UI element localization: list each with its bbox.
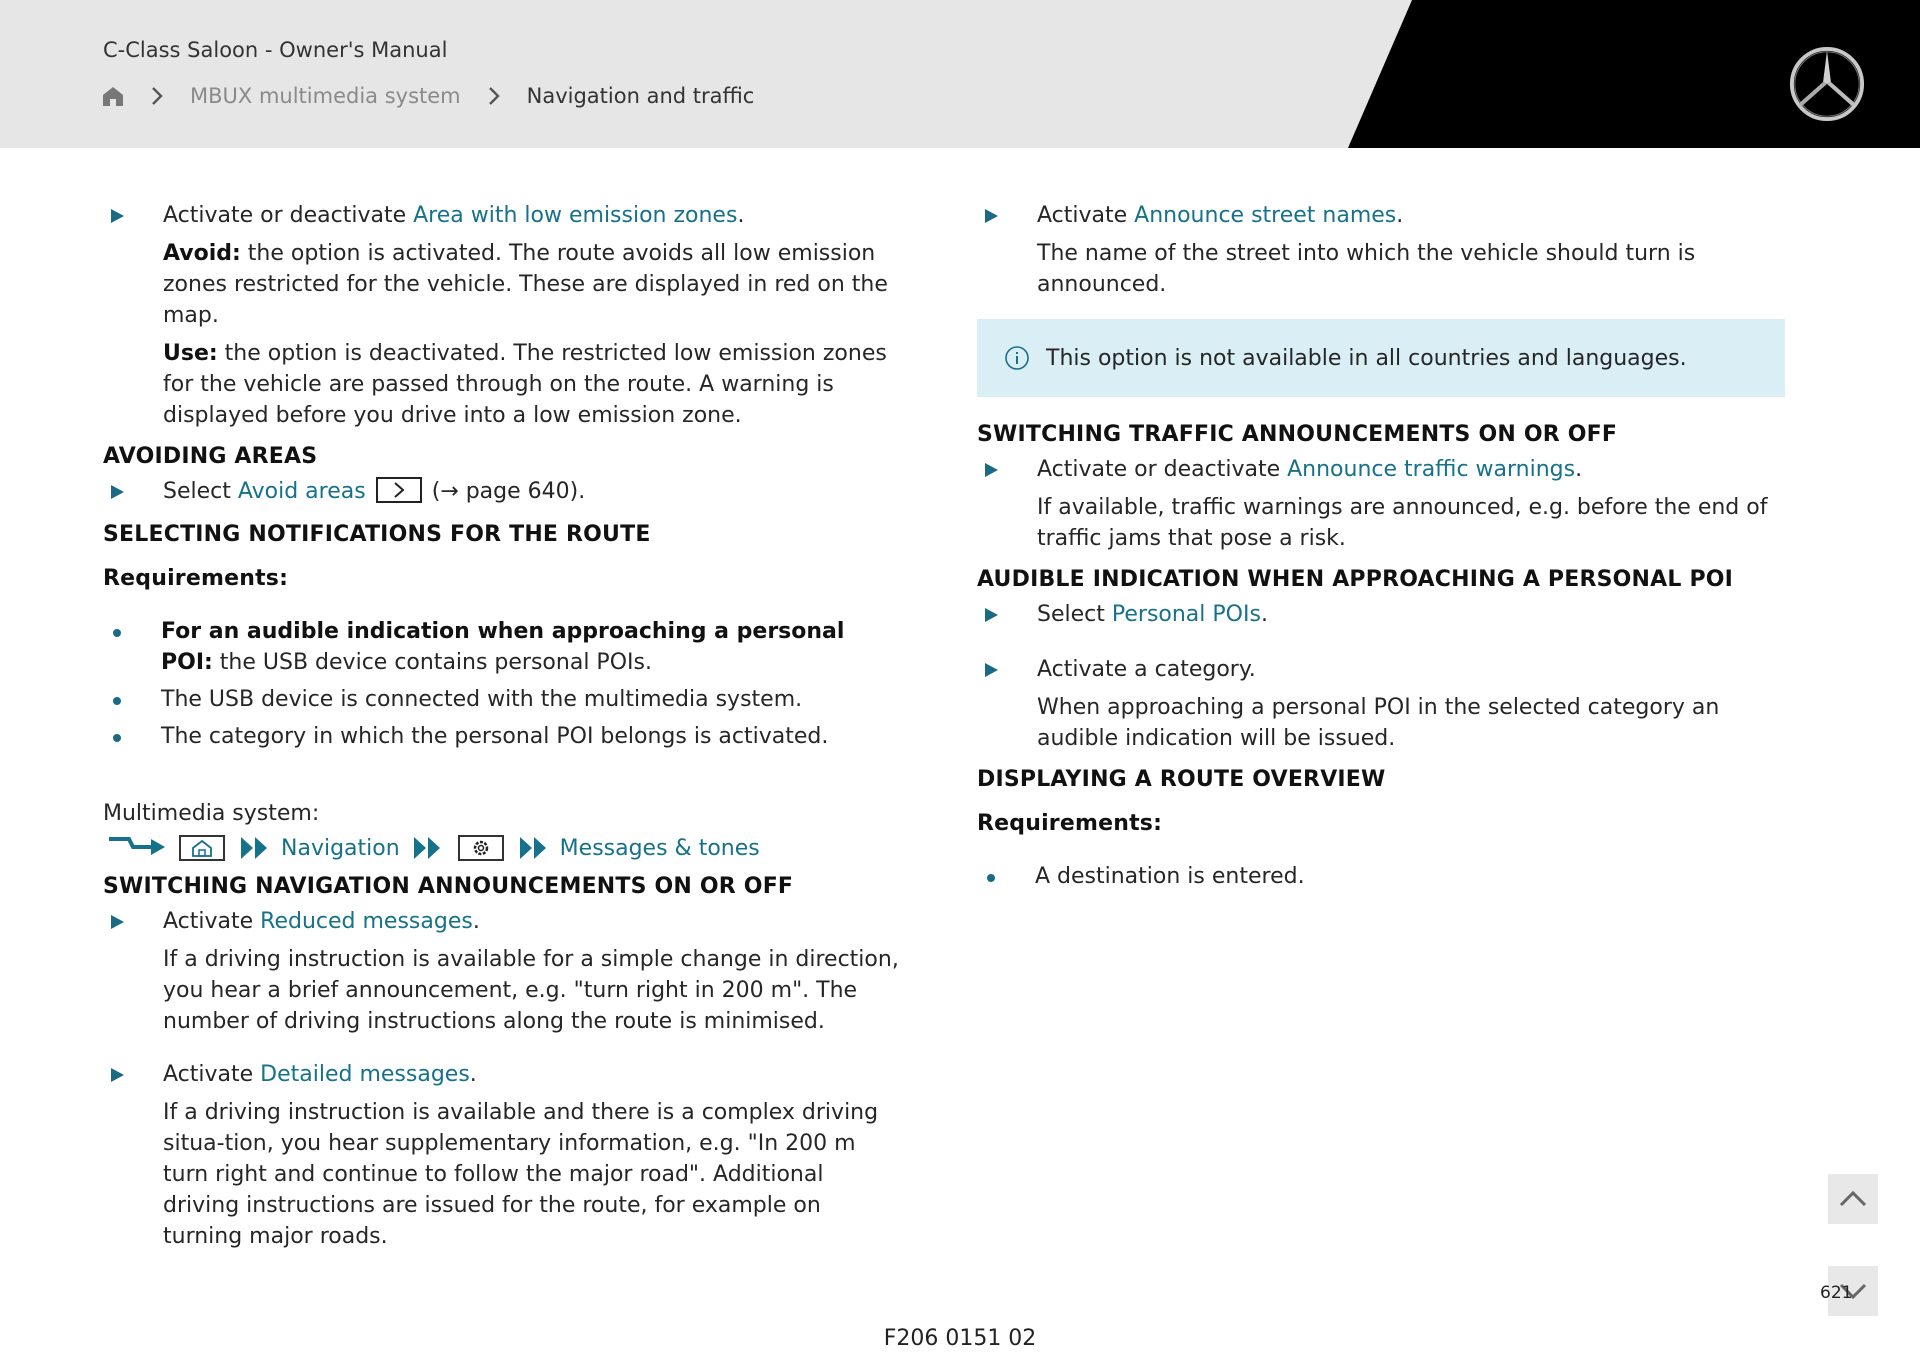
heading-avoiding-areas: AVOIDING AREAS bbox=[103, 444, 318, 469]
chevron-right-icon bbox=[483, 85, 505, 107]
detailed-messages-description: If a driving instruction is available and there is a complex driving situa-tion, you hear supplementary information, e.g. "In 200 m turn right and continue to follow the major road". Additional driving instructions are issued for the route, for example on turning major roads. bbox=[163, 1100, 879, 1249]
menu-navigation[interactable]: Navigation bbox=[281, 835, 400, 861]
settings-key-icon[interactable] bbox=[458, 835, 504, 861]
avoid-description: Avoid: the option is activated. The route avoids all low emission zones restricted for the vehicle. These are displayed in red on the map. bbox=[163, 241, 888, 328]
home-icon[interactable] bbox=[102, 85, 124, 107]
menu-entry-arrow-icon bbox=[103, 833, 167, 863]
home-key-icon[interactable] bbox=[179, 835, 225, 861]
requirement-item: The USB device is connected with the multimedia system. bbox=[103, 684, 903, 715]
double-chevron-icon bbox=[412, 835, 446, 861]
heading-audible-indication: AUDIBLE INDICATION WHEN APPROACHING A PERSONAL POI bbox=[977, 567, 1734, 592]
menu-path bbox=[103, 829, 903, 867]
breadcrumb-multimedia[interactable]: MBUX multimedia system bbox=[190, 84, 461, 108]
page-header bbox=[0, 0, 1920, 148]
step-traffic-warnings: Activate or deactivate Announce traffic warnings. bbox=[977, 454, 1785, 485]
step-detailed-messages: Activate Detailed messages. bbox=[103, 1059, 903, 1090]
requirements-label: Requirements: bbox=[103, 566, 289, 591]
step-arrow-icon bbox=[985, 463, 998, 477]
step-arrow-icon bbox=[111, 915, 124, 929]
left-column bbox=[103, 200, 903, 1252]
street-names-description: The name of the street into which the vehicle should turn is announced. bbox=[1037, 241, 1696, 297]
requirement-item: For an audible indication when approaching a personal POI: the USB device contains personal POIs. bbox=[103, 616, 903, 678]
link-announce-traffic-warnings[interactable]: Announce traffic warnings bbox=[1287, 457, 1576, 482]
right-column bbox=[977, 200, 1785, 892]
mercedes-star-logo[interactable] bbox=[1788, 45, 1866, 123]
info-note: This option is not available in all countries and languages. bbox=[977, 319, 1785, 397]
use-description: Use: the option is deactivated. The restricted low emission zones for the vehicle are passed through on the route. A warning is displayed before you drive into a low emission zone. bbox=[163, 341, 887, 428]
step-arrow-icon bbox=[111, 485, 124, 499]
link-low-emission-zones[interactable]: Area with low emission zones bbox=[413, 203, 738, 228]
heading-route-overview: DISPLAYING A ROUTE OVERVIEW bbox=[977, 767, 1386, 792]
link-detailed-messages[interactable]: Detailed messages bbox=[260, 1062, 470, 1087]
header-black-panel bbox=[0, 0, 1920, 148]
step-activate-category: Activate a category. bbox=[977, 654, 1785, 685]
step-arrow-icon bbox=[985, 209, 998, 223]
manual-title: C-Class Saloon - Owner's Manual bbox=[103, 38, 448, 62]
info-icon bbox=[1004, 345, 1030, 371]
link-personal-pois[interactable]: Personal POIs bbox=[1111, 602, 1261, 627]
heading-selecting-notifications: SELECTING NOTIFICATIONS FOR THE ROUTE bbox=[103, 522, 651, 547]
multimedia-system-label: Multimedia system: bbox=[103, 801, 320, 826]
footer-code: F206 0151 02 bbox=[883, 1326, 1037, 1351]
breadcrumb-navigation[interactable]: Navigation and traffic bbox=[526, 84, 755, 108]
step-arrow-icon bbox=[985, 663, 998, 677]
heading-traffic-announcements: SWITCHING TRAFFIC ANNOUNCEMENTS ON OR OFF bbox=[977, 422, 1618, 447]
chevron-right-icon bbox=[146, 85, 168, 107]
step-avoid-areas: Select Avoid areas (→ page 640). bbox=[103, 476, 903, 507]
requirement-item: A destination is entered. bbox=[977, 861, 1785, 892]
step-street-names: Activate Announce street names. bbox=[977, 200, 1785, 231]
page-number: 621 bbox=[1820, 1283, 1853, 1303]
step-arrow-icon bbox=[111, 209, 124, 223]
link-reduced-messages[interactable]: Reduced messages bbox=[260, 909, 473, 934]
double-chevron-icon bbox=[239, 835, 273, 861]
scroll-up-button[interactable] bbox=[1828, 1174, 1878, 1224]
step-arrow-icon bbox=[111, 1068, 124, 1082]
traffic-warnings-description: If available, traffic warnings are announced, e.g. before the end of traffic jams that pose a risk. bbox=[1037, 495, 1768, 551]
heading-switching-navigation: SWITCHING NAVIGATION ANNOUNCEMENTS ON OR OFF bbox=[103, 874, 794, 899]
menu-messages-tones[interactable]: Messages & tones bbox=[559, 835, 760, 861]
double-chevron-icon bbox=[518, 835, 552, 861]
requirements-label: Requirements: bbox=[977, 811, 1163, 836]
step-low-emission: Activate or deactivate Area with low emission zones. bbox=[103, 200, 903, 231]
step-arrow-icon bbox=[985, 608, 998, 622]
requirement-item: The category in which the personal POI belongs is activated. bbox=[103, 721, 903, 752]
category-description: When approaching a personal POI in the selected category an audible indication will be issued. bbox=[1037, 695, 1720, 751]
step-reduced-messages: Activate Reduced messages. bbox=[103, 906, 903, 937]
link-announce-street-names[interactable]: Announce street names bbox=[1134, 203, 1397, 228]
step-personal-pois: Select Personal POIs. bbox=[977, 599, 1785, 630]
breadcrumb bbox=[102, 80, 754, 112]
reduced-messages-description: If a driving instruction is available for a simple change in direction, you hear a brief announcement, e.g. "turn right in 200 m". The number of driving instructions along the route is minimised. bbox=[163, 947, 899, 1034]
chevron-right-key-icon bbox=[376, 477, 422, 503]
chevron-up-icon bbox=[1838, 1189, 1868, 1209]
link-avoid-areas[interactable]: Avoid areas bbox=[237, 479, 366, 504]
